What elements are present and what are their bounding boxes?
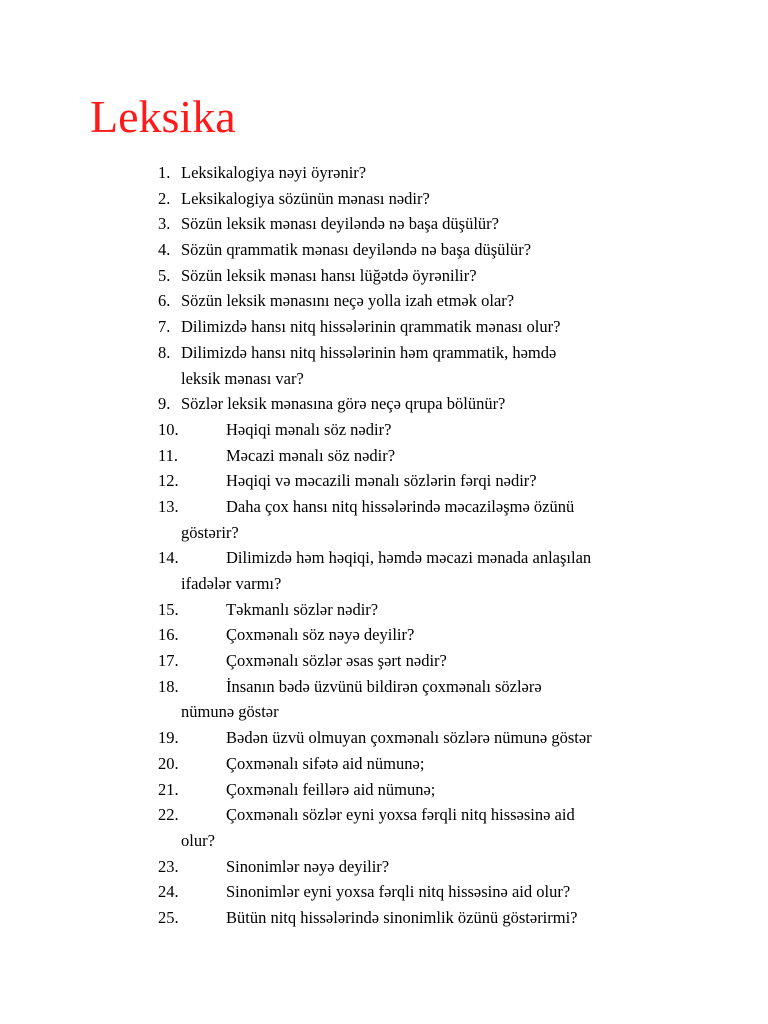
question-line [0, 905, 768, 931]
question-item [0, 802, 768, 853]
question-text: Sözün leksik mənasını neçə yolla izah etmək olar? [181, 291, 515, 311]
question-text: Bədən üzvü olmuyan çoxmənalı sözlərə nümunə göstər [226, 728, 592, 748]
question-item [0, 314, 768, 340]
question-line [0, 854, 768, 880]
question-item [0, 674, 768, 725]
question-item [0, 186, 768, 212]
question-continuation-line [0, 571, 768, 597]
question-line [0, 674, 768, 700]
question-text: Bütün nitq hissələrində sinonimlik özünü göstərirmi? [226, 907, 578, 927]
question-text-continued: nümunə göstər [181, 702, 279, 722]
question-number: 9. [158, 394, 171, 414]
question-number: 21. [158, 779, 179, 799]
question-line [0, 288, 768, 314]
question-item [0, 211, 768, 237]
question-continuation-line [0, 520, 768, 546]
question-number: 13. [158, 496, 179, 516]
question-line [0, 597, 768, 623]
question-line [0, 468, 768, 494]
question-text: Çoxmənalı sözlər əsas şərt nədir? [226, 651, 447, 671]
question-item [0, 494, 768, 545]
question-text: Sözün qrammatik mənası deyiləndə nə başa düşülür? [181, 240, 532, 260]
question-number: 19. [158, 728, 179, 748]
question-line [0, 622, 768, 648]
question-text: Sinonimlər eyni yoxsa fərqli nitq hissəsinə aid olur? [226, 882, 571, 902]
question-text: Sözün leksik mənası deyiləndə nə başa düşülür? [181, 214, 500, 234]
question-item [0, 391, 768, 417]
question-item [0, 468, 768, 494]
question-text: Daha çox hansı nitq hissələrində məcaziləşmə özünü [226, 496, 575, 516]
question-text: Təkmanlı sözlər nədir? [226, 599, 379, 619]
question-item [0, 340, 768, 391]
question-line [0, 160, 768, 186]
question-text-continued: olur? [181, 830, 215, 850]
question-item [0, 443, 768, 469]
question-number: 6. [158, 291, 171, 311]
question-line [0, 494, 768, 520]
question-item [0, 160, 768, 186]
question-item [0, 777, 768, 803]
question-line [0, 777, 768, 803]
question-text: Çoxmənalı sözlər eyni yoxsa fərqli nitq hissəsinə aid [226, 805, 575, 825]
question-line [0, 751, 768, 777]
question-line [0, 545, 768, 571]
question-text: Dilimizdə hansı nitq hissələrinin qrammatik mənası olur? [181, 317, 561, 337]
question-number: 14. [158, 548, 179, 568]
question-text: Sözlər leksik mənasına görə neçə qrupa bölünür? [181, 394, 506, 414]
question-line [0, 391, 768, 417]
question-list [0, 160, 768, 931]
question-line [0, 237, 768, 263]
question-text: Sinonimlər nəyə deyilir? [226, 856, 390, 876]
question-line [0, 648, 768, 674]
question-number: 5. [158, 265, 171, 285]
page-title: Leksika [90, 91, 236, 142]
question-item [0, 751, 768, 777]
question-number: 11. [158, 445, 179, 465]
question-number: 25. [158, 907, 179, 927]
question-line [0, 725, 768, 751]
question-text: Məcazi mənalı söz nədir? [226, 445, 396, 465]
question-number: 3. [158, 214, 171, 234]
question-text: Çoxmənalı sifətə aid nümunə; [226, 753, 425, 773]
question-number: 23. [158, 856, 179, 876]
question-text: Çoxmənalı söz nəyə deyilir? [226, 625, 415, 645]
question-line [0, 211, 768, 237]
question-number: 2. [158, 188, 171, 208]
question-text: Leksikalogiya sözünün mənası nədir? [181, 188, 430, 208]
question-line [0, 186, 768, 212]
question-text-continued: leksik mənası var? [181, 368, 304, 388]
question-number: 22. [158, 805, 179, 825]
question-number: 7. [158, 317, 171, 337]
question-continuation-line [0, 699, 768, 725]
question-number: 15. [158, 599, 179, 619]
question-item [0, 725, 768, 751]
question-item [0, 622, 768, 648]
question-continuation-line [0, 366, 768, 392]
question-text: Dilimizdə hansı nitq hissələrinin həm qrammatik, həmdə [181, 342, 557, 362]
question-number: 20. [158, 753, 179, 773]
question-text: İnsanın bədə üzvünü bildirən çoxmənalı sözlərə [226, 676, 542, 696]
question-text: Həqiqi və məcazili mənalı sözlərin fərqi nədir? [226, 471, 537, 491]
question-item [0, 905, 768, 931]
question-number: 24. [158, 882, 179, 902]
question-text: Dilimizdə həm həqiqi, həmdə məcazi mənada anlaşılan [226, 548, 592, 568]
question-line [0, 340, 768, 366]
question-line [0, 263, 768, 289]
question-item [0, 237, 768, 263]
question-item [0, 263, 768, 289]
question-line [0, 417, 768, 443]
question-item [0, 648, 768, 674]
question-continuation-line [0, 828, 768, 854]
question-item [0, 545, 768, 596]
question-text: Leksikalogiya nəyi öyrənir? [181, 163, 367, 182]
question-text-continued: ifadələr varmı? [181, 574, 282, 593]
question-item [0, 417, 768, 443]
question-item [0, 288, 768, 314]
question-number: 17. [158, 651, 179, 671]
question-text: Sözün leksik mənası hansı lüğətdə öyrənilir? [181, 265, 477, 285]
question-line [0, 314, 768, 340]
question-text: Həqiqi mənalı söz nədir? [226, 419, 392, 439]
question-text-continued: göstərir? [181, 522, 239, 542]
question-number: 18. [158, 676, 179, 696]
question-line [0, 879, 768, 905]
question-text: Çoxmənalı feillərə aid nümunə; [226, 779, 436, 799]
question-number: 8. [158, 342, 171, 362]
question-item [0, 597, 768, 623]
question-number: 12. [158, 471, 179, 491]
question-number: 10. [158, 419, 179, 439]
question-number: 1. [158, 163, 171, 182]
question-item [0, 854, 768, 880]
question-number: 16. [158, 625, 179, 645]
question-number: 4. [158, 240, 171, 260]
question-line [0, 802, 768, 828]
question-item [0, 879, 768, 905]
question-line [0, 443, 768, 469]
